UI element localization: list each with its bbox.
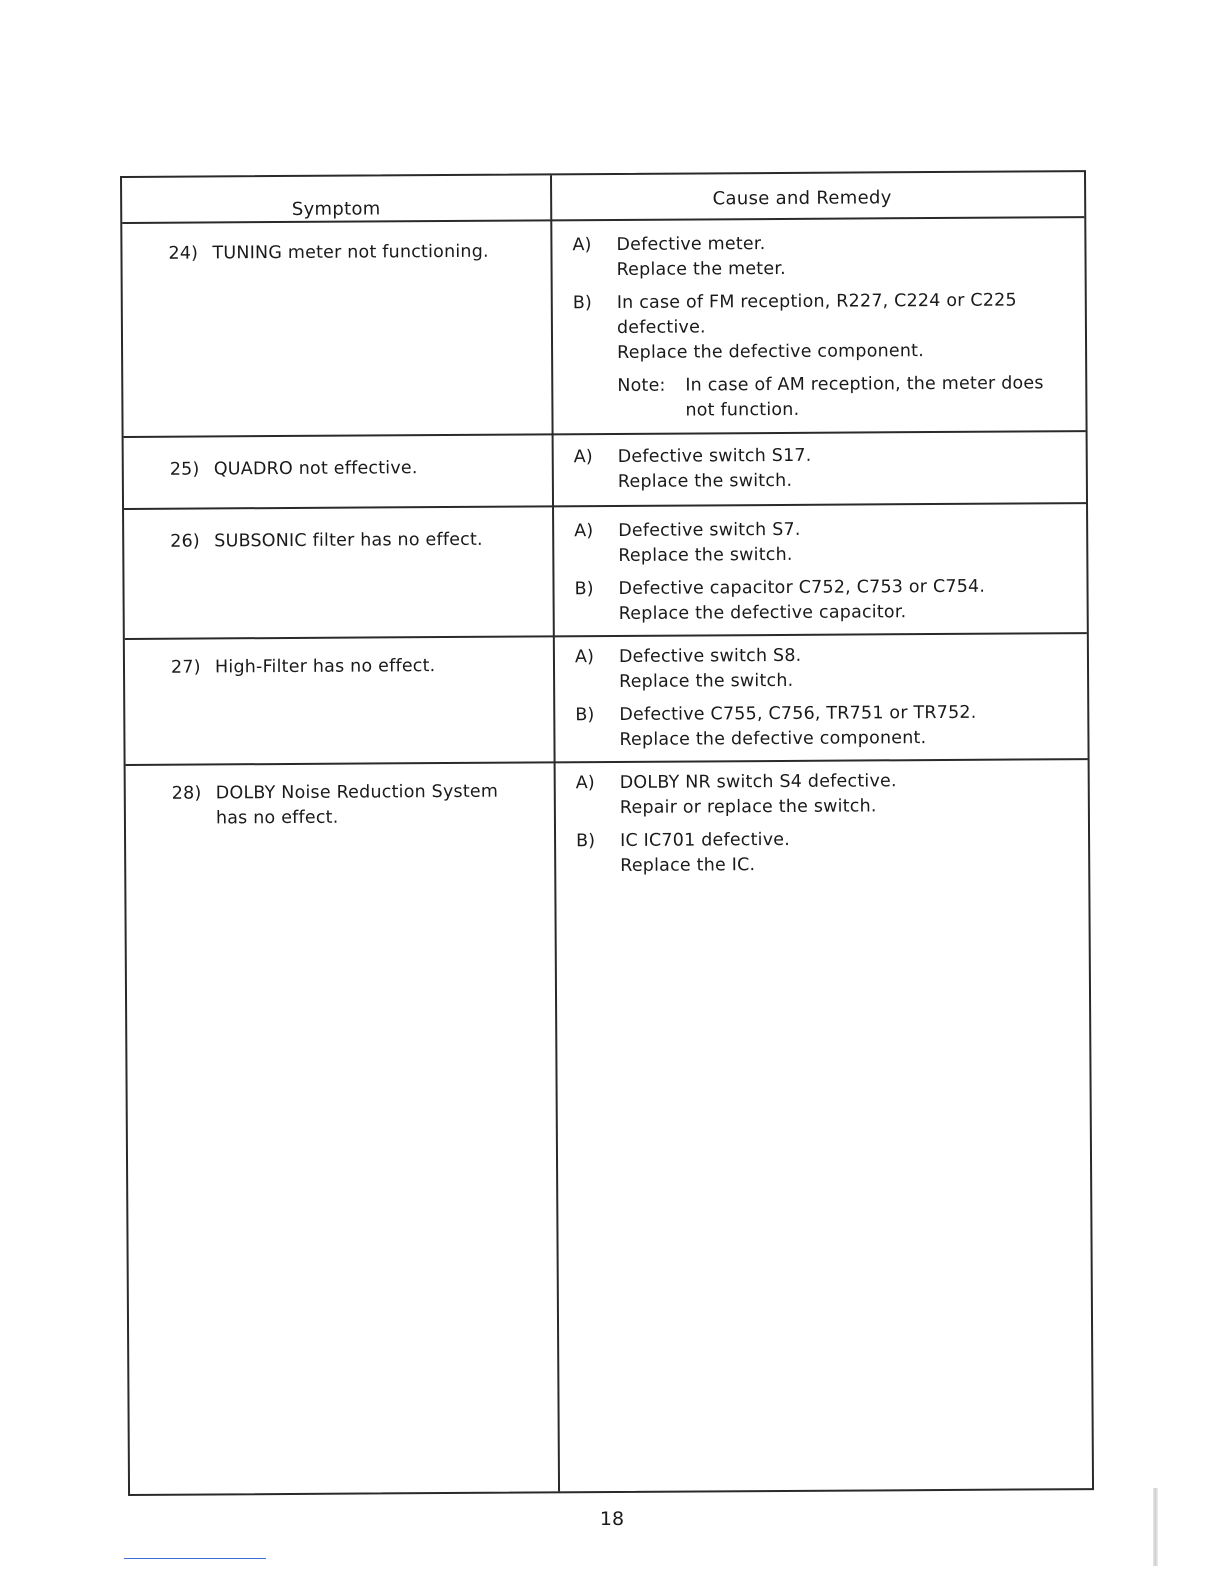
symptom-number: 24) bbox=[168, 243, 199, 264]
remedy-line: Repair or replace the switch. bbox=[619, 796, 877, 818]
cause-item bbox=[575, 642, 1075, 695]
symptom-cell-28 bbox=[172, 779, 532, 831]
row-divider bbox=[124, 502, 1086, 510]
cause-line: Defective meter. bbox=[616, 234, 766, 255]
cause-line: Defective C755, C756, TR751 or TR752. bbox=[619, 702, 977, 725]
cause-item bbox=[574, 574, 1074, 627]
remedy-line: Replace the defective component. bbox=[619, 728, 927, 750]
symptom-cell-26 bbox=[170, 528, 530, 555]
remedy-line: Replace the switch. bbox=[619, 670, 794, 692]
remedy-line: Replace the defective capacitor. bbox=[618, 602, 907, 624]
cause-label: B) bbox=[575, 705, 595, 726]
cause-label: B) bbox=[576, 831, 596, 852]
cause-cell-28 bbox=[576, 768, 1077, 887]
symptom-text-continued: has no effect. bbox=[215, 807, 339, 829]
symptom-cell-25 bbox=[170, 456, 530, 483]
cause-cell-26 bbox=[574, 516, 1075, 635]
cause-item bbox=[576, 826, 1076, 879]
cause-label: A) bbox=[573, 447, 593, 468]
symptom-text: High-Filter has no effect. bbox=[214, 656, 436, 678]
symptom-cell-27 bbox=[171, 653, 531, 680]
cause-cell-27 bbox=[575, 642, 1076, 761]
symptom-text: SUBSONIC filter has no effect. bbox=[214, 529, 483, 552]
symptom-number: 26) bbox=[170, 531, 200, 552]
symptom-number: 25) bbox=[169, 459, 200, 480]
note-line: not function. bbox=[685, 399, 800, 421]
cause-item bbox=[572, 230, 1072, 283]
cause-line: IC IC701 defective. bbox=[620, 829, 791, 851]
cause-line: Defective switch S7. bbox=[618, 519, 801, 541]
troubleshooting-table bbox=[120, 170, 1094, 1496]
cause-column-header: Cause and Remedy bbox=[712, 187, 892, 210]
symptom-cell-24 bbox=[168, 240, 528, 267]
symptom-text: TUNING meter not functioning. bbox=[212, 241, 489, 264]
note bbox=[573, 371, 1073, 424]
cause-cell-25 bbox=[574, 442, 1074, 503]
symptom-text: DOLBY Noise Reduction System bbox=[215, 781, 499, 804]
cause-item bbox=[576, 768, 1076, 821]
remedy-line: Replace the switch. bbox=[617, 470, 793, 492]
remedy-line: Replace the switch. bbox=[618, 544, 793, 566]
cause-item bbox=[574, 516, 1074, 569]
cause-item bbox=[574, 442, 1074, 495]
remedy-line: Replace the meter. bbox=[616, 258, 786, 280]
cause-item bbox=[575, 700, 1075, 753]
cause-item bbox=[573, 288, 1073, 366]
symptom-number: 28) bbox=[171, 783, 202, 804]
remedy-line: Replace the defective component. bbox=[617, 341, 925, 363]
cause-label: B) bbox=[574, 579, 594, 600]
table-header bbox=[122, 172, 1084, 224]
scan-artifact-line bbox=[124, 1558, 266, 1559]
cause-line: defective. bbox=[616, 317, 706, 338]
scan-artifact-edge bbox=[1153, 1488, 1158, 1566]
cause-label: A) bbox=[575, 773, 595, 794]
row-divider bbox=[124, 430, 1086, 438]
cause-label: A) bbox=[572, 235, 592, 256]
cause-label: A) bbox=[574, 521, 594, 542]
symptom-text: QUADRO not effective. bbox=[213, 458, 418, 480]
cause-line: In case of FM reception, R227, C224 or C225 bbox=[616, 290, 1017, 313]
cause-line: Defective switch S17. bbox=[617, 445, 812, 467]
symptom-column-header: Symptom bbox=[291, 198, 381, 220]
symptom-number: 27) bbox=[170, 657, 201, 678]
cause-label: B) bbox=[572, 293, 593, 314]
cause-label: A) bbox=[574, 647, 595, 668]
note-line: In case of AM reception, the meter does bbox=[685, 373, 1044, 396]
cause-line: Defective switch S8. bbox=[618, 645, 802, 667]
remedy-line: Replace the IC. bbox=[620, 855, 756, 876]
page-number: 18 bbox=[599, 1508, 625, 1530]
cause-cell-24 bbox=[572, 230, 1073, 424]
note-label: Note: bbox=[617, 375, 666, 396]
column-divider bbox=[550, 175, 560, 1491]
cause-line: Defective capacitor C752, C753 or C754. bbox=[618, 576, 986, 599]
cause-line: DOLBY NR switch S4 defective. bbox=[619, 771, 897, 793]
